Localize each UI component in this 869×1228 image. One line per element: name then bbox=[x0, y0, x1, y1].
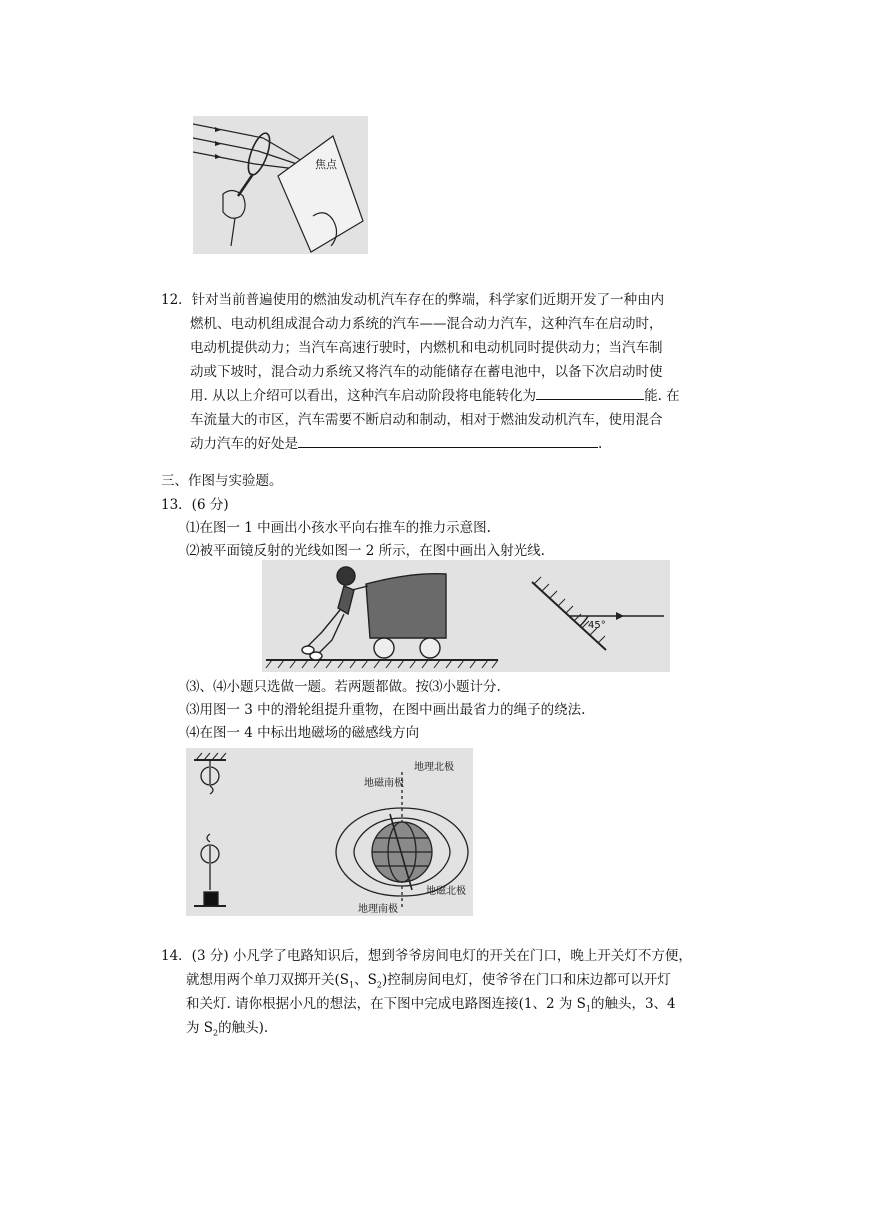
push-cart-mirror-figure bbox=[262, 560, 670, 672]
geo-south-label: 地理南极 bbox=[358, 904, 398, 915]
section-3-title: 三、作图与实验题。 bbox=[161, 473, 283, 489]
q14-line-2-text-b: 、S bbox=[354, 972, 377, 988]
lens-figure bbox=[193, 116, 368, 254]
q12-line-5 bbox=[190, 384, 680, 408]
q12-line-2: 燃机、电动机组成混合动力系统的汽车——混合动力汽车，这种汽车在启动时， bbox=[190, 316, 663, 332]
q13-head: 13．(6 分) bbox=[161, 497, 229, 513]
q12-line-7-text-b: . bbox=[598, 436, 603, 452]
q14-line-4-text-a: 为 S bbox=[186, 1020, 214, 1036]
q14-line-3-sub-1: 1 bbox=[585, 1004, 591, 1014]
q12-line-5-text-a: 用. 从以上介绍可以看出，这种汽车启动阶段将电能转化为 bbox=[190, 388, 537, 404]
q14-line-2-sub-2: 2 bbox=[376, 980, 382, 990]
q13-part-3: ⑶用图一 3 中的滑轮组提升重物，在图中画出最省力的绳子的绕法. bbox=[186, 702, 586, 718]
q13-part-4: ⑷在图一 4 中标出地磁场的磁感线方向 bbox=[186, 725, 420, 741]
focus-label: 焦点 bbox=[315, 158, 337, 171]
q12-line-6: 车流量大的市区，汽车需要不断启动和制动，相对于燃油发动机汽车，使用混合 bbox=[190, 412, 663, 428]
mirror-angle-label: 45° bbox=[588, 620, 606, 631]
q14-line-3-text-a: 和关灯. 请你根据小凡的想法，在下图中完成电路图连接(1、2 为 S bbox=[186, 996, 586, 1012]
mag-north-label: 地磁北极 bbox=[426, 886, 466, 897]
q12-line-3: 电动机提供动力；当汽车高速行驶时，内燃机和电动机同时提供动力；当汽车制 bbox=[190, 340, 663, 356]
q14-line-1: 14．(3 分) 小凡学了电路知识后，想到爷爷房间电灯的开关在门口，晚上开关灯不方便， bbox=[161, 948, 692, 964]
q14-line-2-text-a: 就想用两个单刀双掷开关(S bbox=[186, 972, 350, 988]
q14-line-4-sub-2: 2 bbox=[213, 1028, 219, 1038]
q14-line-2-sub-1: 1 bbox=[349, 980, 355, 990]
pulley-earth-figure bbox=[186, 748, 473, 916]
lens-illustration bbox=[193, 116, 368, 254]
q13-part-1: ⑴在图一 1 中画出小孩水平向右推车的推力示意图. bbox=[186, 520, 491, 536]
q14-line-4-text-b: 的触头). bbox=[218, 1020, 269, 1036]
q14-line-4 bbox=[186, 1016, 268, 1046]
q12-line-1: 12．针对当前普遍使用的燃油发动机汽车存在的弊端，科学家们近期开发了一种由内 bbox=[161, 292, 665, 308]
q12-line-4: 动或下坡时，混合动力系统又将汽车的动能储存在蓄电池中，以备下次启动时使 bbox=[190, 364, 663, 380]
q12-line-7-text-a: 动力汽车的好处是 bbox=[190, 436, 298, 452]
q12-line-7 bbox=[190, 432, 602, 456]
q12-answer-blank-2[interactable] bbox=[298, 433, 598, 448]
geo-north-label: 地理北极 bbox=[414, 762, 454, 773]
q12-answer-blank-1[interactable] bbox=[536, 385, 644, 400]
q14-line-2-text-c: )控制房间电灯，使爷爷在门口和床边都可以开灯 bbox=[381, 972, 671, 988]
q13-part-2: ⑵被平面镜反射的光线如图一 2 所示，在图中画出入射光线. bbox=[186, 543, 545, 559]
q12-line-5-text-b: 能. 在 bbox=[644, 388, 680, 404]
q14-line-3-text-b: 的触头，3、4 bbox=[590, 996, 676, 1012]
q13-note: ⑶、⑷小题只选做一题。若两题都做。按⑶小题计分. bbox=[186, 679, 501, 695]
mag-south-label: 地磁南极 bbox=[364, 778, 404, 789]
push-cart-mirror-illustration bbox=[262, 560, 670, 672]
